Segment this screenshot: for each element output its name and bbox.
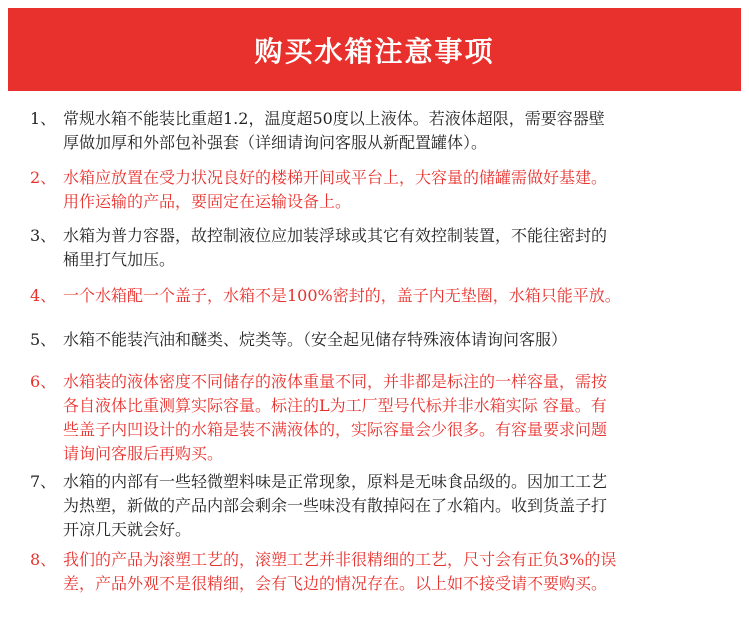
title-banner bbox=[8, 8, 741, 91]
note-item-5 bbox=[30, 328, 730, 352]
note-item-8 bbox=[30, 548, 730, 596]
note-text bbox=[63, 328, 730, 352]
note-text bbox=[63, 107, 730, 155]
note-number: 2、 bbox=[30, 168, 57, 187]
note-line: 用作运输的产品，要固定在运输设备上。 bbox=[63, 192, 352, 211]
note-item-6 bbox=[30, 370, 730, 466]
note-number: 1、 bbox=[30, 109, 57, 128]
note-line: 厚做加厚和外部包补强套（详细请询问客服从新配置罐体）。 bbox=[63, 133, 488, 152]
note-line: 水箱不能装汽油和醚类、烷类等。（安全起见储存特殊液体请询问客服） bbox=[63, 330, 568, 349]
note-line: 常规水箱不能装比重超1.2，温度超50度以上液体。若液体超限，需要容器壁 bbox=[63, 109, 605, 128]
note-text bbox=[63, 470, 730, 542]
note-text bbox=[63, 370, 730, 466]
note-number: 8、 bbox=[30, 550, 57, 569]
note-line: 请询问客服后再购买。 bbox=[63, 444, 224, 463]
note-line: 为热塑，新做的产品内部会剩余一些味没有散掉闷在了水箱内。收到货盖子打 bbox=[63, 496, 608, 515]
note-number: 5、 bbox=[30, 330, 57, 349]
note-line: 些盖子内凹设计的水箱是装不满液体的，实际容量会少很多。有容量要求问题 bbox=[63, 420, 608, 439]
note-text bbox=[63, 284, 730, 308]
note-item-7 bbox=[30, 470, 730, 542]
note-number: 3、 bbox=[30, 226, 57, 245]
note-line: 我们的产品为滚塑工艺的，滚塑工艺并非很精细的工艺，尺寸会有正负3%的误 bbox=[63, 550, 617, 569]
note-text bbox=[63, 224, 730, 272]
note-item-4 bbox=[30, 284, 730, 308]
note-line: 差，产品外观不是很精细，会有飞边的情况存在。以上如不接受请不要购买。 bbox=[63, 574, 608, 593]
note-line: 桶里打气加压。 bbox=[63, 250, 176, 269]
note-number: 7、 bbox=[30, 472, 57, 491]
note-line: 水箱装的液体密度不同储存的液体重量不同，并非都是标注的一样容量，需按 bbox=[63, 372, 608, 391]
note-number: 6、 bbox=[30, 372, 57, 391]
note-text bbox=[63, 166, 730, 214]
note-item-1 bbox=[30, 107, 730, 155]
note-line: 各自液体比重测算实际容量。标注的L为工厂型号代标并非水箱实际 容量。有 bbox=[63, 396, 607, 415]
note-number: 4、 bbox=[30, 286, 57, 305]
note-item-3 bbox=[30, 224, 730, 272]
note-line: 水箱的内部有一些轻微塑料味是正常现象，原料是无味食品级的。因加工工艺 bbox=[63, 472, 608, 491]
note-line: 水箱为普力容器，故控制液位应加装浮球或其它有效控制装置，不能往密封的 bbox=[63, 226, 608, 245]
note-line: 开凉几天就会好。 bbox=[63, 520, 192, 539]
note-text bbox=[63, 548, 730, 596]
page-title: 购买水箱注意事项 bbox=[254, 34, 495, 68]
note-line: 水箱应放置在受力状况良好的楼梯开间或平台上，大容量的储罐需做好基建。 bbox=[63, 168, 608, 187]
note-item-2 bbox=[30, 166, 730, 214]
note-line: 一个水箱配一个盖子，水箱不是100%密封的，盖子内无垫圈，水箱只能平放。 bbox=[63, 286, 621, 305]
